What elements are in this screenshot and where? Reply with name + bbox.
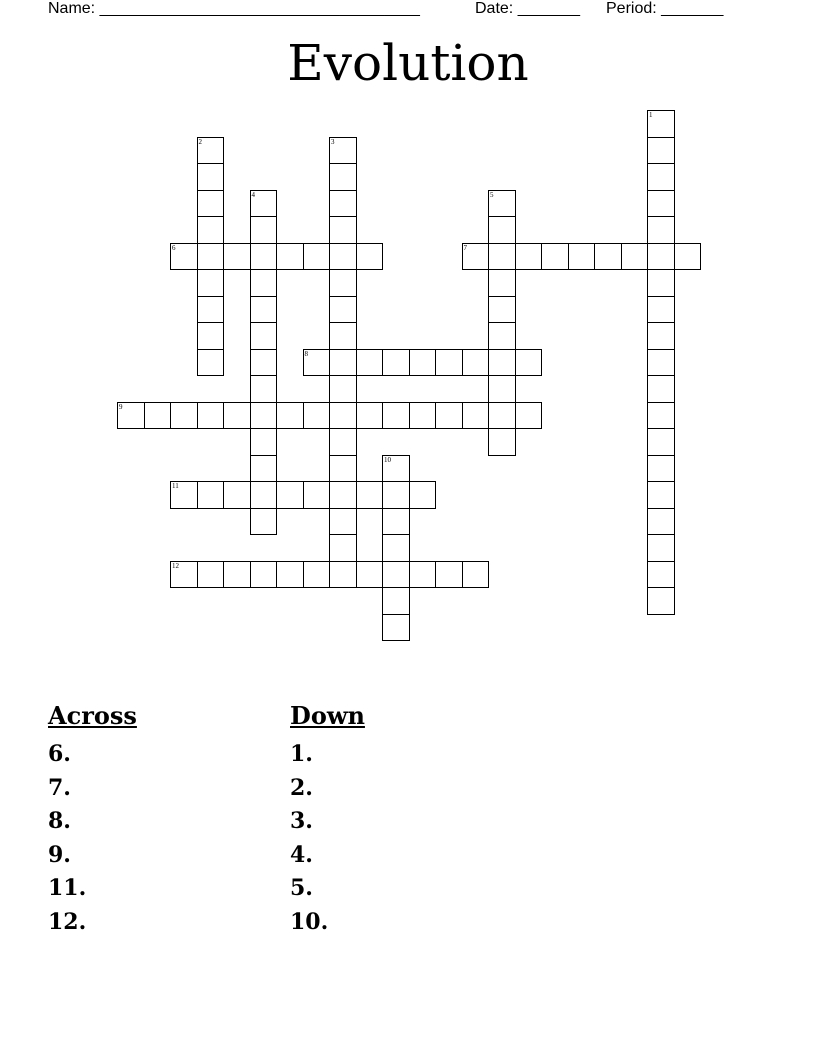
grid-cell[interactable] — [197, 349, 225, 377]
grid-cell[interactable] — [647, 110, 675, 138]
grid-cell[interactable] — [197, 561, 225, 589]
cell-number: 9 — [119, 402, 123, 411]
grid-cell[interactable] — [303, 243, 331, 271]
down-heading: Down — [290, 701, 365, 730]
grid-cell[interactable] — [223, 243, 251, 271]
grid-cell[interactable] — [382, 587, 410, 615]
grid-cell[interactable] — [488, 322, 516, 350]
cell-number: 6 — [172, 243, 176, 252]
grid-cell[interactable] — [382, 349, 410, 377]
clue-number: 4. — [290, 841, 313, 868]
grid-cell[interactable] — [647, 587, 675, 615]
grid-cell[interactable] — [382, 455, 410, 483]
grid-cell[interactable] — [488, 428, 516, 456]
grid-cell[interactable] — [647, 163, 675, 191]
cell-number: 12 — [172, 561, 179, 570]
grid-cell[interactable] — [250, 349, 278, 377]
grid-cell[interactable] — [541, 243, 569, 271]
grid-cell[interactable] — [382, 561, 410, 589]
grid-cell[interactable] — [647, 428, 675, 456]
grid-cell[interactable] — [329, 137, 357, 165]
clue-item — [290, 772, 590, 806]
grid-cell[interactable] — [223, 481, 251, 509]
grid-cell[interactable] — [647, 322, 675, 350]
grid-cell[interactable] — [170, 561, 198, 589]
grid-cell[interactable] — [674, 243, 702, 271]
grid-cell[interactable] — [488, 269, 516, 297]
grid-cell[interactable] — [250, 402, 278, 430]
clue-item — [290, 805, 590, 839]
grid-cell[interactable] — [488, 375, 516, 403]
grid-cell[interactable] — [329, 455, 357, 483]
grid-cell[interactable] — [356, 481, 384, 509]
grid-cell[interactable] — [276, 243, 304, 271]
grid-cell[interactable] — [594, 243, 622, 271]
clue-number: 10. — [290, 908, 329, 935]
grid-cell[interactable] — [462, 402, 490, 430]
grid-cell[interactable] — [170, 481, 198, 509]
grid-cell[interactable] — [250, 508, 278, 536]
grid-cell[interactable] — [356, 402, 384, 430]
grid-cell[interactable] — [223, 402, 251, 430]
grid-cell[interactable] — [197, 402, 225, 430]
grid-cell[interactable] — [647, 534, 675, 562]
grid-cell[interactable] — [382, 534, 410, 562]
clue-number: 12. — [48, 908, 87, 935]
across-heading: Across — [48, 701, 137, 730]
cell-number: 10 — [384, 455, 391, 464]
grid-cell[interactable] — [462, 349, 490, 377]
grid-cell[interactable] — [197, 243, 225, 271]
name-field[interactable]: Name: ____________________________________ — [48, 0, 420, 17]
grid-cell[interactable] — [382, 402, 410, 430]
grid-cell[interactable] — [329, 349, 357, 377]
period-field[interactable]: Period: _______ — [606, 0, 724, 17]
grid-cell[interactable] — [409, 349, 437, 377]
grid-cell[interactable] — [197, 269, 225, 297]
grid-cell[interactable] — [223, 561, 251, 589]
grid-cell[interactable] — [170, 243, 198, 271]
grid-cell[interactable] — [568, 243, 596, 271]
grid-cell[interactable] — [409, 402, 437, 430]
cell-number: 8 — [304, 349, 308, 358]
cell-number: 5 — [490, 190, 494, 199]
grid-cell[interactable] — [276, 481, 304, 509]
grid-cell[interactable] — [462, 561, 490, 589]
clue-item — [290, 738, 590, 772]
grid-cell[interactable] — [329, 534, 357, 562]
grid-cell[interactable] — [515, 243, 543, 271]
grid-cell[interactable] — [488, 243, 516, 271]
grid-cell[interactable] — [515, 402, 543, 430]
cell-number: 7 — [463, 243, 467, 252]
grid-cell[interactable] — [250, 216, 278, 244]
grid-cell[interactable] — [250, 375, 278, 403]
grid-cell[interactable] — [409, 481, 437, 509]
clue-item — [48, 872, 268, 906]
grid-cell[interactable] — [197, 163, 225, 191]
grid-cell[interactable] — [488, 216, 516, 244]
clue-item — [48, 906, 268, 940]
grid-cell[interactable] — [329, 561, 357, 589]
grid-cell[interactable] — [250, 455, 278, 483]
grid-cell[interactable] — [647, 137, 675, 165]
grid-cell[interactable] — [276, 561, 304, 589]
grid-cell[interactable] — [647, 561, 675, 589]
grid-cell[interactable] — [250, 296, 278, 324]
grid-cell[interactable] — [382, 614, 410, 642]
clue-number: 6. — [48, 741, 71, 767]
grid-cell[interactable] — [197, 296, 225, 324]
grid-cell[interactable] — [250, 243, 278, 271]
grid-cell[interactable] — [329, 243, 357, 271]
grid-cell[interactable] — [435, 349, 463, 377]
grid-cell[interactable] — [303, 349, 331, 377]
grid-cell[interactable] — [144, 402, 172, 430]
clue-number: 2. — [290, 774, 313, 801]
clue-item — [48, 805, 268, 839]
grid-cell[interactable] — [329, 296, 357, 324]
clue-item — [48, 738, 268, 772]
grid-cell[interactable] — [250, 190, 278, 218]
grid-cell[interactable] — [435, 402, 463, 430]
grid-cell[interactable] — [647, 508, 675, 536]
cell-number: 4 — [251, 190, 255, 199]
grid-cell[interactable] — [197, 322, 225, 350]
grid-cell[interactable] — [303, 402, 331, 430]
across-clue-list — [48, 738, 268, 939]
grid-cell[interactable] — [250, 561, 278, 589]
clue-number: 5. — [290, 875, 313, 901]
grid-cell[interactable] — [117, 402, 145, 430]
grid-cell[interactable] — [329, 402, 357, 430]
clue-number: 11. — [48, 875, 87, 901]
clue-item — [290, 872, 590, 906]
grid-cell[interactable] — [488, 349, 516, 377]
grid-cell[interactable] — [488, 402, 516, 430]
down-clues — [290, 700, 590, 939]
grid-cell[interactable] — [329, 216, 357, 244]
clue-item — [290, 839, 590, 873]
grid-cell[interactable] — [197, 137, 225, 165]
grid-cell[interactable] — [303, 561, 331, 589]
grid-cell[interactable] — [488, 190, 516, 218]
grid-cell[interactable] — [647, 349, 675, 377]
grid-cell[interactable] — [647, 216, 675, 244]
grid-cell[interactable] — [329, 269, 357, 297]
clue-number: 9. — [48, 841, 71, 868]
cell-number: 11 — [172, 482, 179, 490]
grid-cell[interactable] — [647, 296, 675, 324]
grid-cell[interactable] — [329, 481, 357, 509]
clue-number: 3. — [290, 808, 313, 834]
grid-cell[interactable] — [647, 243, 675, 271]
grid-cell[interactable] — [170, 402, 198, 430]
grid-cell[interactable] — [329, 190, 357, 218]
grid-cell[interactable] — [356, 349, 384, 377]
grid-cell[interactable] — [356, 561, 384, 589]
grid-cell[interactable] — [197, 216, 225, 244]
grid-cell[interactable] — [515, 349, 543, 377]
grid-cell[interactable] — [382, 481, 410, 509]
cell-number: 1 — [649, 111, 653, 119]
grid-cell[interactable] — [462, 243, 490, 271]
grid-cell[interactable] — [435, 561, 463, 589]
grid-cell[interactable] — [329, 322, 357, 350]
grid-cell[interactable] — [303, 481, 331, 509]
grid-cell[interactable] — [250, 428, 278, 456]
grid-cell[interactable] — [647, 402, 675, 430]
grid-cell[interactable] — [488, 296, 516, 324]
date-field[interactable]: Date: _______ — [475, 0, 580, 17]
grid-cell[interactable] — [647, 269, 675, 297]
page-title: Evolution — [287, 34, 529, 92]
grid-cell[interactable] — [356, 243, 384, 271]
clue-item — [290, 906, 590, 940]
grid-cell[interactable] — [329, 163, 357, 191]
grid-cell[interactable] — [276, 402, 304, 430]
down-clue-list — [290, 738, 590, 939]
grid-cell[interactable] — [382, 508, 410, 536]
grid-cell[interactable] — [250, 481, 278, 509]
grid-cell[interactable] — [250, 269, 278, 297]
grid-cell[interactable] — [329, 508, 357, 536]
clue-item — [48, 772, 268, 806]
clue-number: 7. — [48, 774, 71, 801]
grid-cell[interactable] — [329, 375, 357, 403]
grid-cell[interactable] — [197, 481, 225, 509]
clue-item — [48, 839, 268, 873]
grid-cell[interactable] — [621, 243, 649, 271]
clue-number: 1. — [290, 741, 313, 767]
grid-cell[interactable] — [647, 481, 675, 509]
grid-cell[interactable] — [647, 190, 675, 218]
clue-number: 8. — [48, 808, 71, 834]
grid-cell[interactable] — [647, 455, 675, 483]
across-clues — [48, 700, 268, 939]
grid-cell[interactable] — [329, 428, 357, 456]
cell-number: 2 — [198, 137, 202, 146]
cell-number: 3 — [331, 137, 335, 146]
grid-cell[interactable] — [250, 322, 278, 350]
grid-cell[interactable] — [197, 190, 225, 218]
grid-cell[interactable] — [409, 561, 437, 589]
grid-cell[interactable] — [647, 375, 675, 403]
